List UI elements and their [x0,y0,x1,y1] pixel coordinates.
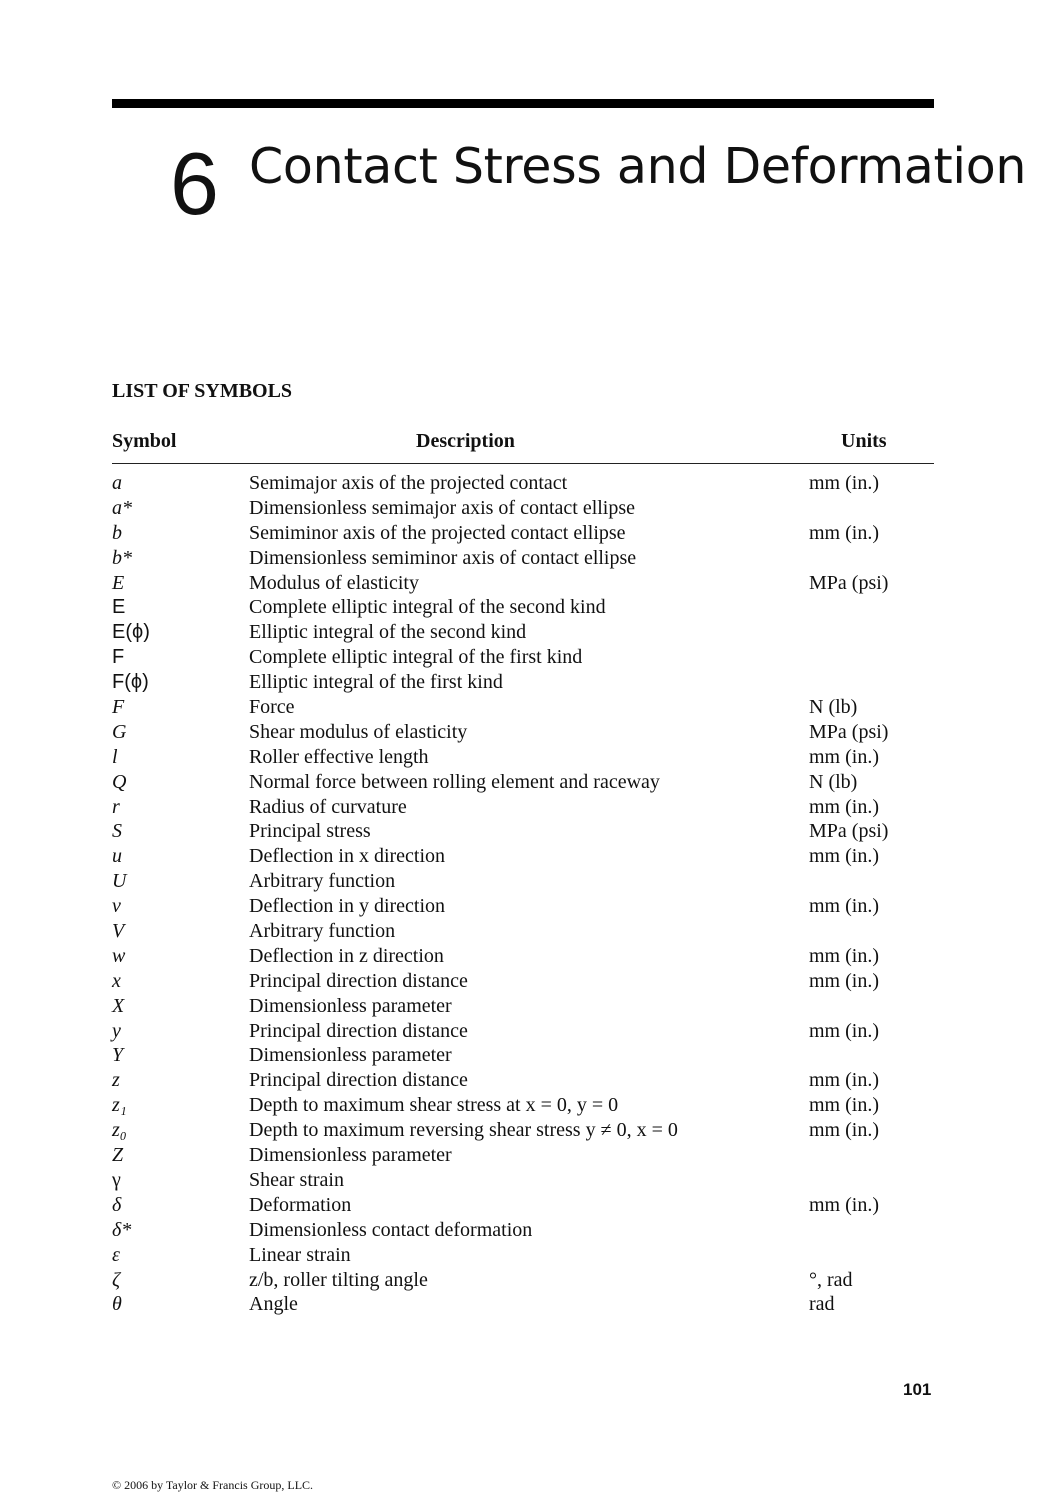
units-cell: mm (in.) [809,521,879,544]
symbol-cell: a [112,472,122,494]
symbol-cell: a* [112,496,132,519]
description-cell: Complete elliptic integral of the first kind [249,646,583,669]
symbol-cell: z [112,1069,120,1092]
description-cell: Angle [249,1293,298,1316]
description-cell: Arbitrary function [249,920,396,943]
table-row [112,471,934,496]
units-cell: mm (in.) [809,845,879,868]
symbol-cell: F(ϕ) [112,671,149,694]
description-cell: Dimensionless semiminor axis of contact ellipse [249,546,637,569]
table-row [112,770,934,795]
description-cell: Linear strain [249,1243,351,1266]
units-cell: mm (in.) [809,472,879,494]
symbol-cell: x [112,969,121,992]
table-row [112,1268,934,1293]
symbol-cell: δ [112,1193,122,1216]
table-row [112,1068,934,1093]
table-row [112,645,934,670]
table-row [112,521,934,546]
units-cell: mm (in.) [809,1094,879,1117]
description-cell: Elliptic integral of the second kind [249,621,527,644]
table-row [112,1019,934,1044]
table-row [112,844,934,869]
table-row [112,795,934,820]
description-cell: Shear strain [249,1168,344,1191]
table-row [112,1168,934,1193]
description-cell: Depth to maximum reversing shear stress y ≠ 0, x = 0 [249,1119,678,1142]
table-row [112,894,934,919]
table-row [112,546,934,571]
table-row [112,1143,934,1168]
table-row [112,1193,934,1218]
units-cell: mm (in.) [809,1193,879,1216]
table-row [112,720,934,745]
column-header-symbol: Symbol [112,430,177,452]
symbol-cell: S [112,820,122,843]
copyright-notice: © 2006 by Taylor & Francis Group, LLC. [112,1478,314,1492]
description-cell: Radius of curvature [249,795,407,818]
symbol-cell: Y [112,1044,124,1067]
units-cell: N (lb) [809,770,858,793]
table-row [112,695,934,720]
symbol-cell: E [112,596,126,619]
units-cell: mm (in.) [809,1069,879,1092]
symbols-table [112,471,934,1317]
symbols-table-header [112,430,934,460]
chapter-top-rule [112,99,934,108]
description-cell: Modulus of elasticity [249,571,419,594]
column-header-description: Description [416,430,515,452]
symbol-cell: Q [112,770,127,793]
units-cell: MPa (psi) [809,571,889,594]
description-cell: Principal stress [249,820,371,843]
units-cell: mm (in.) [809,944,879,967]
description-cell: Shear modulus of elasticity [249,720,468,743]
units-cell: mm (in.) [809,969,879,992]
table-row [112,944,934,969]
description-cell: Normal force between rolling element and raceway [249,770,660,793]
symbol-cell: γ [112,1168,121,1191]
chapter-title: Contact Stress and Deformation [249,138,1027,195]
description-cell: Principal direction distance [249,1019,468,1042]
table-row [112,745,934,770]
symbol-cell: v [112,895,121,918]
section-heading: LIST OF SYMBOLS [112,380,293,402]
table-row [112,869,934,894]
symbol-cell: θ [112,1293,122,1316]
description-cell: Principal direction distance [249,969,468,992]
table-row [112,994,934,1019]
description-cell: Roller effective length [249,745,429,768]
description-cell: Complete elliptic integral of the second kind [249,596,606,619]
symbol-cell: ε [112,1243,120,1266]
description-cell: Dimensionless parameter [249,1044,452,1067]
description-cell: Deformation [249,1193,352,1216]
description-cell: Elliptic integral of the first kind [249,671,503,694]
description-cell: Dimensionless semimajor axis of contact ellipse [249,496,636,519]
symbol-cell: F [112,696,125,719]
units-cell: mm (in.) [809,745,879,768]
description-cell: Deflection in y direction [249,895,446,918]
column-header-units: Units [841,430,887,452]
chapter-number: 6 [170,134,219,233]
description-cell: Arbitrary function [249,870,396,893]
table-row [112,1093,934,1118]
symbol-cell: V [112,920,125,943]
description-cell: z/b, roller tilting angle [249,1268,428,1291]
table-row [112,969,934,994]
units-cell: MPa (psi) [809,720,889,743]
description-cell: Deflection in z direction [249,944,444,967]
symbol-cell: Z [112,1144,124,1167]
table-row [112,620,934,645]
table-row [112,1218,934,1243]
units-cell: N (lb) [809,696,858,719]
symbol-cell: δ* [112,1218,132,1241]
units-cell: rad [809,1293,835,1316]
page-number: 101 [903,1380,932,1399]
table-row [112,571,934,596]
symbol-cell: G [112,720,127,743]
table-row [112,496,934,521]
symbol-cell: X [112,994,125,1017]
symbol-cell: z₀ [112,1119,127,1142]
description-cell: Force [249,696,295,719]
symbol-cell: y [112,1019,121,1042]
table-row [112,919,934,944]
table-header-rule [112,463,934,464]
description-cell: Dimensionless contact deformation [249,1218,533,1241]
symbol-cell: r [112,795,120,818]
table-row [112,1118,934,1143]
symbol-cell: w [112,944,126,967]
description-cell: Semiminor axis of the projected contact ellipse [249,521,626,544]
table-row [112,1292,934,1317]
symbol-cell: F [112,646,125,669]
table-row [112,595,934,620]
units-cell: °, rad [809,1268,853,1291]
symbol-cell: ζ [112,1268,121,1291]
table-row [112,1043,934,1068]
symbol-cell: z₁ [112,1094,127,1117]
symbol-cell: E(ϕ) [112,621,150,644]
units-cell: mm (in.) [809,1019,879,1042]
units-cell: mm (in.) [809,1119,879,1142]
table-row [112,1243,934,1268]
description-cell: Dimensionless parameter [249,994,452,1017]
table-row [112,819,934,844]
units-cell: MPa (psi) [809,820,889,843]
description-cell: Principal direction distance [249,1069,468,1092]
description-cell: Dimensionless parameter [249,1144,452,1167]
units-cell: mm (in.) [809,895,879,918]
symbol-cell: b* [112,546,132,569]
description-cell: Semimajor axis of the projected contact [249,472,568,494]
symbol-cell: E [112,571,125,594]
description-cell: Deflection in x direction [249,845,446,868]
symbol-cell: l [112,745,118,768]
symbol-cell: u [112,845,122,868]
table-row [112,670,934,695]
symbol-cell: U [112,870,127,893]
symbol-cell: b [112,521,122,544]
units-cell: mm (in.) [809,795,879,818]
description-cell: Depth to maximum shear stress at x = 0, y = 0 [249,1094,619,1117]
